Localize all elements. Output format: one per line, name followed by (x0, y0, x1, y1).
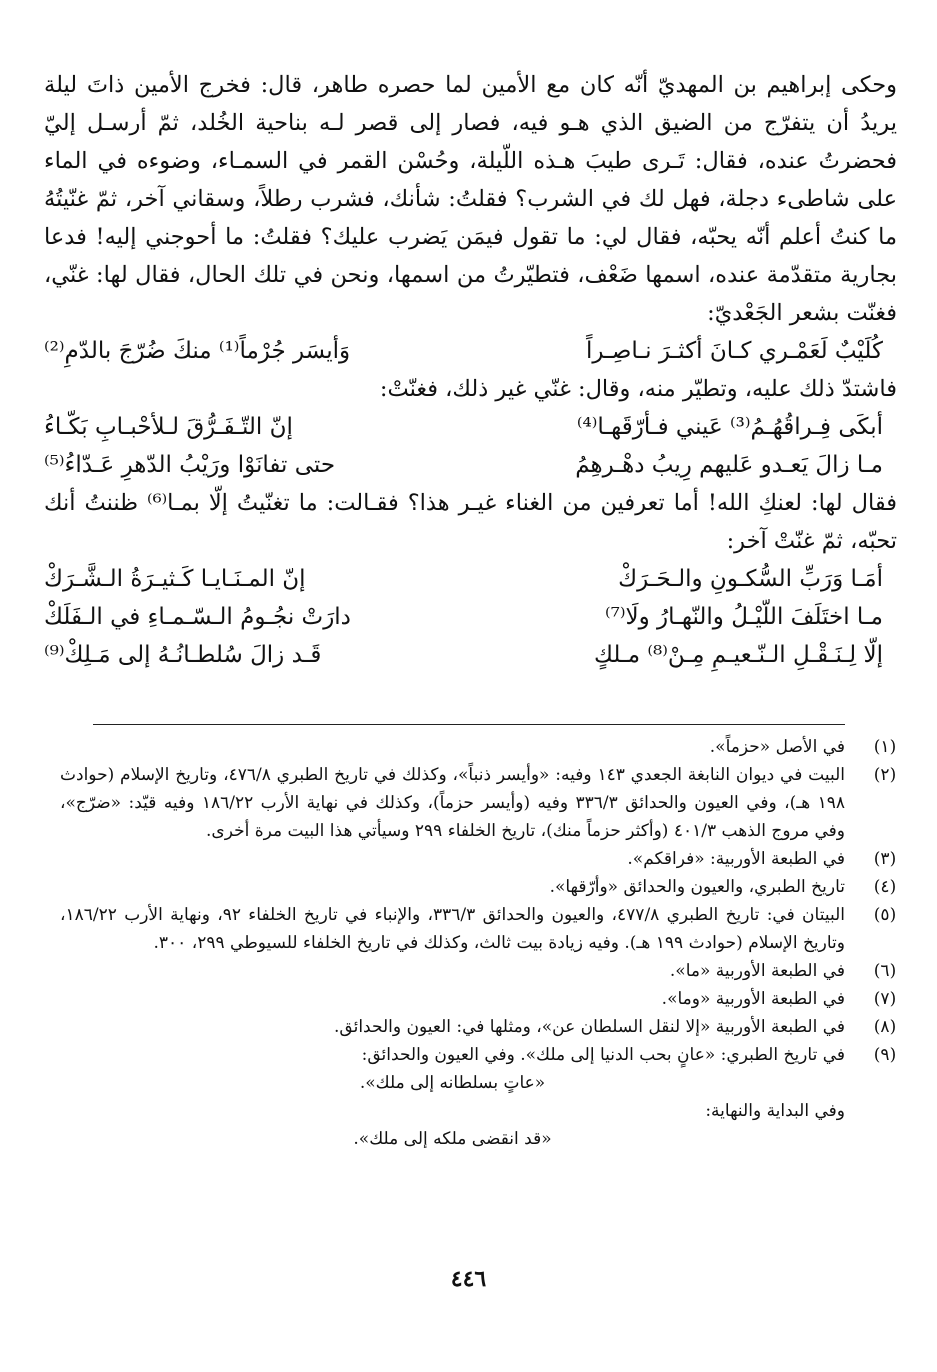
footnote-number: (٨) (873, 1017, 897, 1037)
footnote (60, 957, 897, 985)
verse-second-hemistich: وَأيسَر جُرْماً⁽¹⁾ منكَ ضُرّجَ بالدّمِ⁽²⁾ (44, 338, 351, 364)
footnote (60, 1013, 897, 1041)
verse-first-hemistich: أبكَى فِـراقُهُـمُ⁽³⁾ عَيني فـأرّقَهـا⁽⁴⁾ (576, 414, 883, 440)
verse-first-hemistich: مـا زالَ يَعـدو عَليهم رِيبُ دهْـرهِمُ (575, 452, 883, 478)
verse-line (44, 560, 897, 598)
footnote-text: في تاريخ الطبري: «عانٍ بحب الدنيا إلى ملك». وفي العيون والحدائق: (361, 1045, 845, 1065)
footnote-text: في الطبعة الأوربية «وما». (661, 989, 845, 1009)
footnote (60, 1041, 897, 1069)
footnote-number: (٣) (873, 849, 897, 869)
footnote-text: البيت في ديوان النابغة الجعدي ١٤٣ وفيه: «وأيسر ذنباً»، وكذلك في تاريخ الطبري ٤٧٦/٨، وتاريخ الإسلام (حوادث ١٩٨ هـ)، وفي العيون والحدائق ٣٣٦/٣ وفيه (وأيسر حزماً)، وكذلك في نهاية الأرب ١٨٦/٢٢ وفيه قيّد: «ضرّج»، وفي مروج الذهب ٤٠١/٣ (وأكثر حزماً منك)، تاريخ الخلفاء ٢٩٩ وسيأتي هذا البيت مرة أخرى. (60, 765, 846, 841)
verse-second-hemistich: حتى تفانَوْا ورَيْبُ الدّهرِ عَـدّاءُ⁽⁵⁾ (44, 452, 336, 478)
footnote-quote: «عاتٍ بسلطانه إلى ملك». (359, 1073, 546, 1093)
footnote-number: (١) (873, 737, 897, 757)
main-text (44, 66, 897, 674)
footnote-number: (٧) (873, 989, 897, 1009)
verse-first-hemistich: إلّا لِـنَـقْـلِ الـنّـعيـمِ مِـنْ⁽⁸⁾ مـلكٍ (593, 642, 883, 668)
verse-line (44, 446, 897, 484)
verse-second-hemistich: دارَتْ نجُـومُ الـسّـمـاءِ في الـفَلَكْ (44, 604, 351, 630)
verse-first-hemistich: أمَـا وَرَبِّ السُّكـونِ والـحَـرَكْ (618, 566, 883, 592)
footnote (60, 845, 897, 873)
verse-first-hemistich: مـا اختَلَفَ اللّيْـلُ والنّهـارُ ولَا⁽⁷⁾ (604, 604, 883, 630)
paragraph: وحكى إبراهيم بن المهديّ أنّه كان مع الأمين لما حصره طاهر، قال: فخرج الأمين ذاتَ ليلة يريدُ أن يتفرّج من الضيق الذي هـو فيه، فصار إلى قصر لـه بناحية الخُلد، ثمّ أرسـل إليّ فحضرتُ عنده، فقال: تَـرى طيبَ هـذه اللّيلة، وحُسْن القمر في السمـاء، وضوءه في الماء على شاطىء دجلة، فهل لك في الشرب؟ فقلتُ: شأنك، فشرب رطلاً، وسقاني آخر، ثمّ غنّيتُهُ ما كنتُ أعلم أنّه يحبّه، فقال لي: ما تقول فيمَن يَضرب عليك؟ فقلتُ: ما أحوجني إليه! فدعا بجارية متقدّمة عنده، اسمها ضَعْف، فتطيّرتُ من اسمها، ونحن في تلك الحال، فقال لها: غنّي، فغنّت بشعر الجَعْديّ: (44, 72, 897, 326)
footnote-number: (٦) (873, 961, 897, 981)
verse-second-hemistich: إنّ المـنَـايـا كَـثيـرَةُ الـشَّـرَكْ (44, 566, 306, 592)
verse-line (44, 598, 897, 636)
paragraph: فاشتدّ ذلك عليه، وتطيّر منه، وقال: غنّي غير ذلك، فغنّتْ: (379, 376, 897, 402)
page-number: ٤٤٦ (450, 1266, 487, 1292)
footnote-text: البيتان في: تاريخ الطبري ٤٧٧/٨، والعيون والحدائق ٣٣٦/٣، والإنباء في تاريخ الخلفاء ٩٢، ونهاية الأرب ١٨٦/٢٢، وتاريخ الإسلام (حوادث ١٩٩ هـ). وفيه زيادة بيت ثالث، وكذلك في تاريخ الخلفاء للسيوطي ٢٩٩، ٣٠٠. (60, 905, 845, 953)
footnote (60, 733, 897, 761)
footnote-continuation: وفي البداية والنهاية: (705, 1101, 845, 1121)
footnote-text: في الطبعة الأوربية «إلا لنقل السلطان عن»، ومثلها في: العيون والحدائق. (334, 1017, 845, 1037)
footnote (60, 985, 897, 1013)
footnote-text: تاريخ الطبري، والعيون والحدائق «وأرّقها». (549, 877, 845, 897)
verse-line (44, 408, 897, 446)
verse-line (44, 332, 897, 370)
footnote (60, 873, 897, 901)
footnote-number: (٢) (873, 765, 897, 785)
footnote-text: في الأصل «حزماً». (709, 737, 845, 757)
footnote-number: (٩) (873, 1045, 897, 1065)
footnotes (60, 733, 897, 1153)
footnote-number: (٤) (873, 877, 897, 897)
footnote (60, 761, 897, 845)
footnote-number: (٥) (873, 905, 897, 925)
verse-second-hemistich: إنّ التّـفَـرُّقَ لـلأحْبـابِ بَكّـاءُ (44, 414, 293, 440)
footnote-text: في الطبعة الأوربية: «فراقكم». (627, 849, 845, 869)
paragraph: فقال لها: لعنكِ الله! أما تعرفين من الغناء غيـر هذا؟ فقـالت: ما تغنّيتُ إلّا بمـا⁽⁶⁾ ظننتُ أنك تحبّه، ثمّ غنّتْ آخر: (44, 490, 897, 554)
footnote (60, 901, 897, 957)
footnote-divider (93, 724, 845, 725)
footnote-quote: «قد انقضى ملكه إلى ملك». (353, 1129, 552, 1149)
verse-first-hemistich: كُلَيْبٌ لَعَمْـري كـانَ أكثـرَ نـاصِـراً (586, 338, 883, 364)
footnote-text: في الطبعة الأوربية «ما». (669, 961, 845, 981)
verse-line (44, 636, 897, 674)
verse-second-hemistich: قَـد زالَ سُلطـانُـهُ إلى مَـلِكْ⁽⁹⁾ (44, 642, 322, 668)
